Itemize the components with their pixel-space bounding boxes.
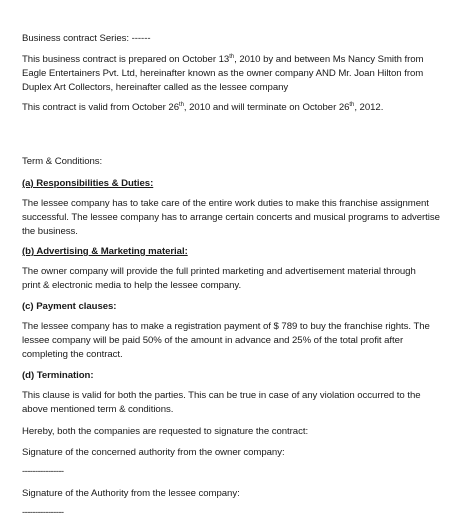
terms-heading: Term & Conditions: <box>22 156 103 167</box>
section-heading-payment: (c) Payment clauses: <box>22 301 117 312</box>
series-title: Business contract Series: ------ <box>22 33 151 44</box>
section-text-line: The owner company will provide the full printed marketing and advertisement material through <box>22 266 416 277</box>
section-text-line: print & electronic media to help the lessee company. <box>22 280 242 291</box>
section-heading-termination: (d) Termination: <box>22 370 94 381</box>
validity-line: This contract is valid from October 26th, 2010 and will terminate on October 26th, 2012. <box>22 101 384 113</box>
section-text-line: The lessee company has to take care of the entire work duties to make this franchise assignment <box>22 198 429 209</box>
intro-line-2: Eagle Entertainers Pvt. Ltd, hereinafter known as the owner company AND Mr. Joan Hilton from <box>22 68 424 79</box>
signature-lessee-label: Signature of the Authority from the lessee company: <box>22 488 240 499</box>
section-text-line: completing the contract. <box>22 349 123 360</box>
request-line: Hereby, both the companies are requested to signature the contract: <box>22 426 309 437</box>
section-heading-advertising: (b) Advertising & Marketing material: <box>22 246 188 257</box>
signature-lessee-line: ---------------- <box>22 507 64 518</box>
section-text-line: lessee company will be paid 50% of the amount in advance and 25% of the total profit after <box>22 335 404 346</box>
section-text-line: This clause is valid for both the parties. This can be true in case of any violation occurred to the <box>22 390 421 401</box>
section-text-line: successful. The lessee company has to arrange certain concerts and musical programs to advertise <box>22 212 440 223</box>
signature-owner-line: ---------------- <box>22 466 64 477</box>
section-heading-responsibilities: (a) Responsibilities & Duties: <box>22 178 154 189</box>
section-text-line: above mentioned term & conditions. <box>22 404 174 415</box>
intro-line-1: This business contract is prepared on October 13th, 2010 by and between Ms Nancy Smith from <box>22 53 424 65</box>
section-text-line: The lessee company has to make a registration payment of $ 789 to buy the franchise rights. The <box>22 321 430 332</box>
signature-owner-label: Signature of the concerned authority from the owner company: <box>22 447 285 458</box>
intro-line-3: Duplex Art Collectors, hereinafter called as the lessee company <box>22 82 289 93</box>
section-text-line: the business. <box>22 226 78 237</box>
